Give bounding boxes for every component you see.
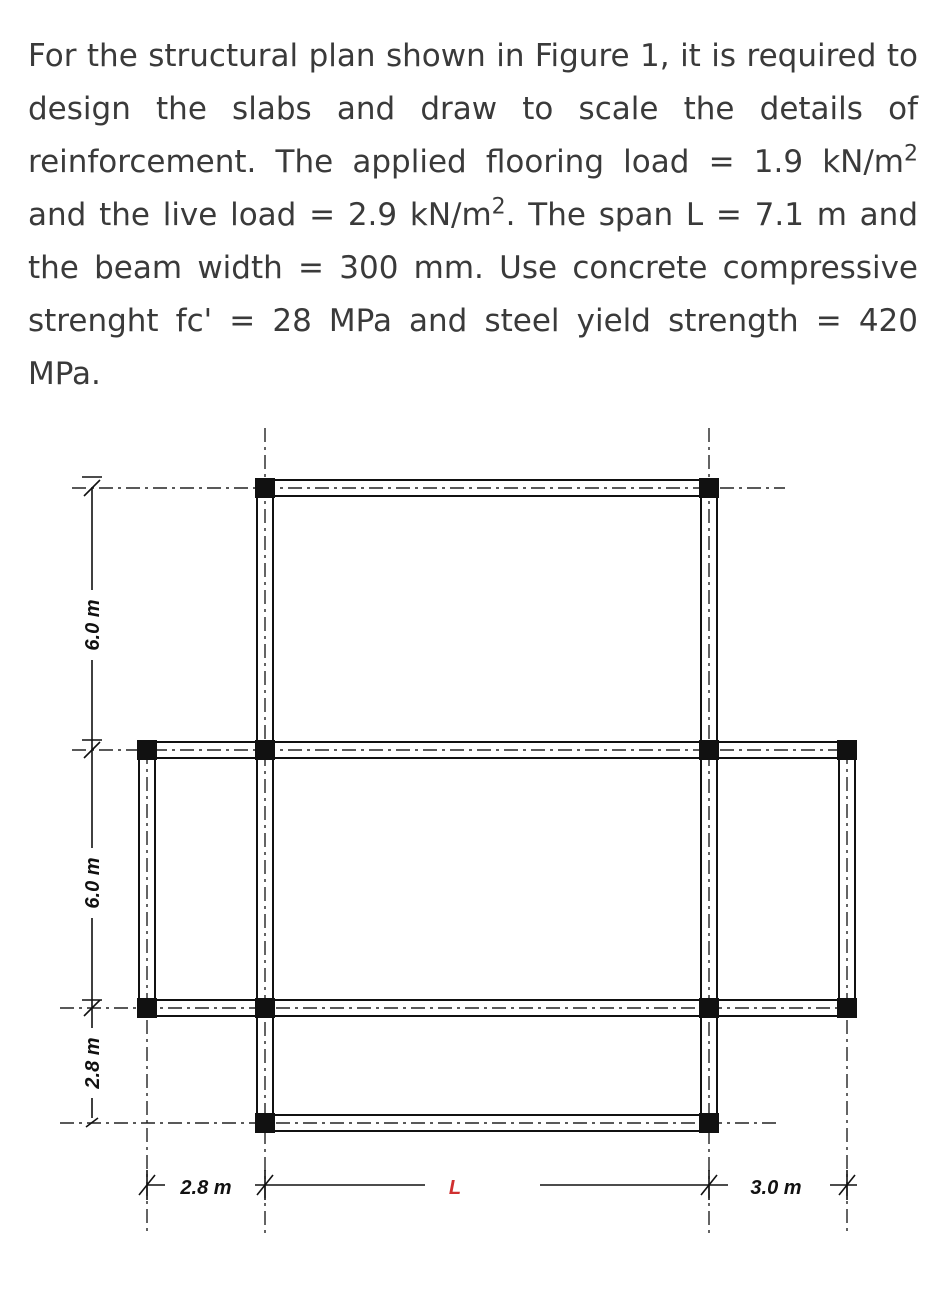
column [699,478,719,498]
beams [139,480,855,1131]
dim-vertical-middle: 6.0 m [82,857,104,909]
column [255,1113,275,1133]
column [137,998,157,1018]
problem-text-2: and the live load = 2.9 kN/m [28,197,492,233]
column [699,998,719,1018]
column [255,998,275,1018]
column [699,1113,719,1133]
dim-horizontal-span: L [448,1177,462,1199]
column [137,740,157,760]
column [837,740,857,760]
columns [137,478,857,1133]
grid-lines [60,428,855,1235]
dim-vertical-top: 6.0 m [82,599,104,651]
column [699,740,719,760]
dim-horizontal-right: 3.0 m [750,1177,802,1199]
unit-exponent-1: 2 [904,141,918,167]
column [255,740,275,760]
dim-horizontal-left: 2.8 m [180,1177,232,1199]
column [255,478,275,498]
problem-text-3: . The span L = 7.1 m and the beam width = 300 mm. Use concrete compressive strenght fc' = 28 MPa and steel yield strength = 420 MPa. [28,197,918,392]
horizontal-dimension-line [139,1170,857,1200]
problem-text-1: For the structural plan shown in Figure 1, it is required to design the slabs and draw to scale the details of reinforcement. The applied flooring load = 1.9 kN/m [28,38,918,180]
dim-vertical-bottom: 2.8 m [82,1037,104,1089]
vertical-dimension-line [82,477,102,1127]
unit-exponent-2: 2 [491,194,506,220]
column [837,998,857,1018]
